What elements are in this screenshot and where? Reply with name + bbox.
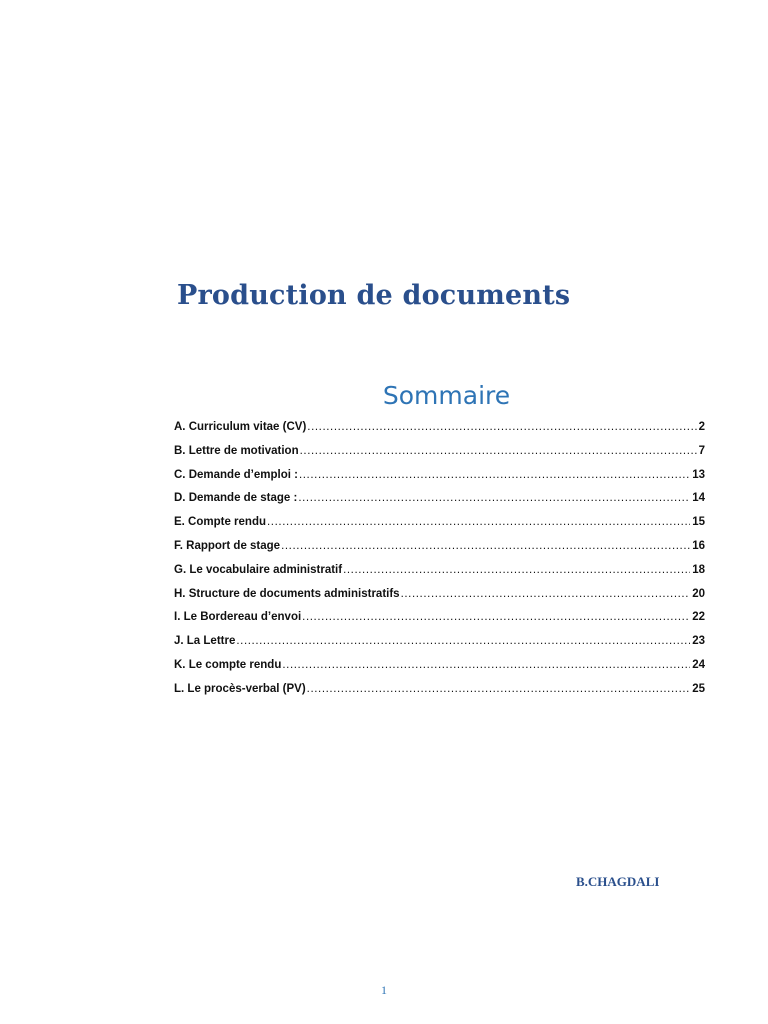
toc-dot-leader: [281, 536, 690, 556]
toc-dot-leader: [302, 607, 690, 627]
toc-entry[interactable]: [174, 584, 705, 608]
toc-entry-page: 25: [692, 682, 705, 695]
toc-entry-page: 13: [692, 468, 705, 481]
toc-dot-leader: [236, 631, 690, 651]
toc-dot-leader: [299, 465, 690, 485]
toc-dot-leader: [298, 488, 690, 508]
author-name: B.CHAGDALI: [576, 874, 660, 889]
document-title: Production de documents: [177, 280, 571, 311]
toc-entry-page: 18: [692, 563, 705, 576]
toc-entry-title: L. Le procès-verbal (PV): [174, 682, 306, 695]
toc-entry[interactable]: [174, 512, 705, 536]
toc-entry-title: C. Demande d’emploi :: [174, 468, 298, 481]
toc-entry[interactable]: [174, 631, 705, 655]
toc-entry[interactable]: [174, 441, 705, 465]
toc-entry-page: 2: [698, 421, 705, 433]
toc-entry-title: D. Demande de stage :: [174, 492, 298, 505]
toc-entry-title: G. Le vocabulaire administratif: [174, 563, 343, 576]
toc-dot-leader: [307, 417, 696, 437]
toc-entry[interactable]: [174, 560, 705, 584]
toc-entry-title: K. Le compte rendu: [174, 658, 282, 671]
toc-dot-leader: [300, 441, 697, 461]
toc-entry-title: I. Le Bordereau d’envoi: [174, 611, 302, 624]
toc-entry-title: B. Lettre de motivation: [174, 444, 299, 457]
toc-entry[interactable]: [174, 655, 705, 679]
toc-entry-title: F. Rapport de stage: [174, 539, 281, 552]
toc-entry-page: 20: [692, 587, 705, 600]
toc-entry-page: 22: [692, 611, 705, 624]
toc-dot-leader: [307, 679, 691, 699]
toc-dot-leader: [267, 512, 690, 532]
toc-entry-page: 15: [692, 516, 705, 529]
toc-entry[interactable]: [174, 488, 705, 512]
toc-entry-page: 24: [692, 658, 705, 671]
toc-dot-leader: [401, 584, 691, 604]
toc-entry[interactable]: [174, 465, 705, 489]
toc-entry-page: 14: [692, 492, 705, 505]
toc-entry[interactable]: [174, 417, 705, 441]
toc-entry-title: J. La Lettre: [174, 635, 236, 648]
toc-entry[interactable]: [174, 536, 705, 560]
toc-entry[interactable]: [174, 679, 705, 703]
page-number: 1: [381, 983, 387, 997]
toc-entry-title: A. Curriculum vitae (CV): [174, 421, 307, 433]
toc-heading: Sommaire: [382, 381, 511, 410]
toc-entry-page: 7: [698, 444, 705, 457]
toc-dot-leader: [343, 560, 690, 580]
toc-entry-title: H. Structure de documents administratifs: [174, 587, 400, 600]
toc-dot-leader: [282, 655, 690, 675]
toc-entry-page: 23: [692, 635, 705, 648]
toc-entry-page: 16: [692, 539, 705, 552]
toc-entry-title: E. Compte rendu: [174, 516, 267, 529]
table-of-contents: [174, 417, 705, 703]
toc-entry[interactable]: [174, 607, 705, 631]
